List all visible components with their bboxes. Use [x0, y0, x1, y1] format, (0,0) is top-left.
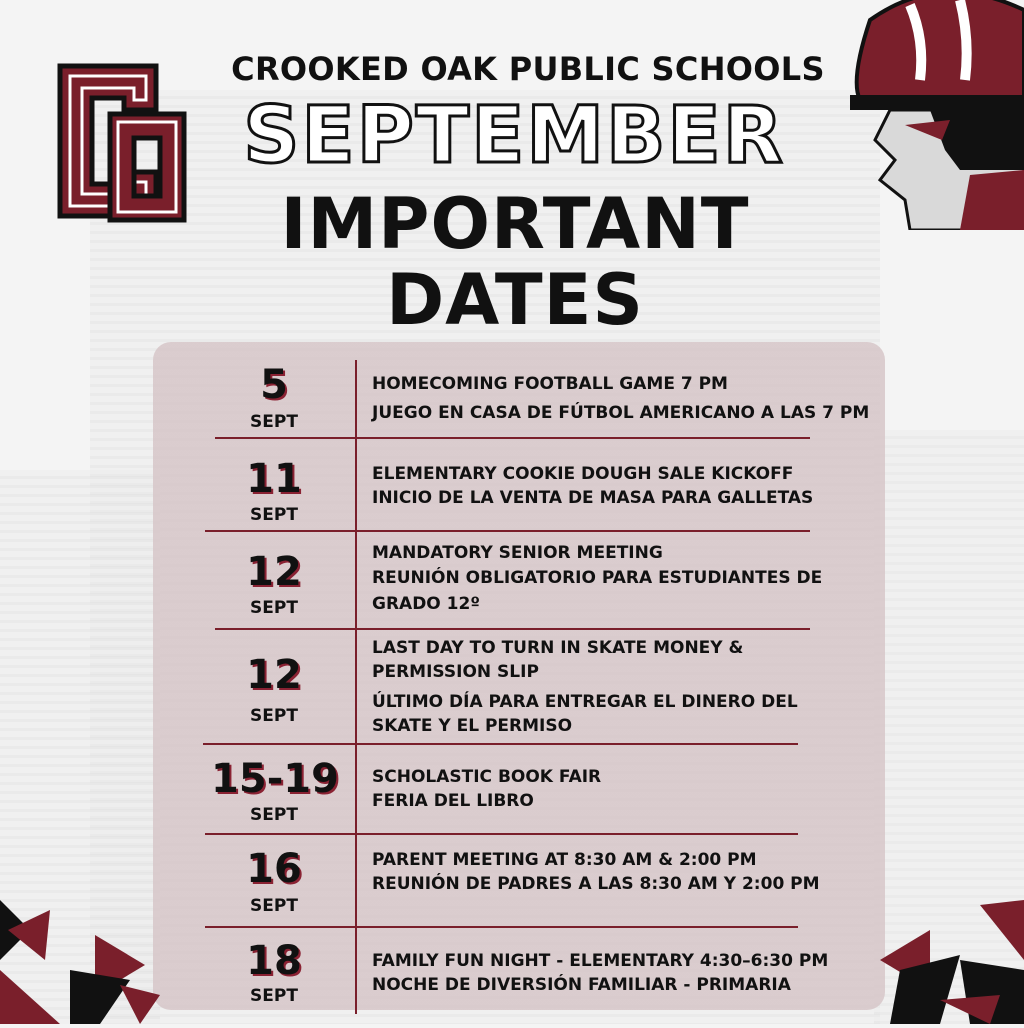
district-name: CROOKED OAK PUBLIC SCHOOLS	[231, 50, 825, 88]
event-day: 5	[260, 362, 288, 408]
event-month: SEPT	[250, 598, 298, 618]
event-description: PARENT MEETING AT 8:30 AM & 2:00 PM REUNIÓN DE PADRES A LAS 8:30 AM Y 2:00 PM	[372, 850, 820, 894]
event-month: SEPT	[250, 896, 298, 916]
row-separator	[215, 628, 810, 630]
event-month: SEPT	[250, 805, 298, 825]
event-description: ELEMENTARY COOKIE DOUGH SALE KICKOFF INICIO DE LA VENTA DE MASA PARA GALLETAS	[372, 464, 814, 508]
event-day: 16	[246, 846, 302, 892]
decorative-triangles-left	[0, 900, 160, 1028]
event-description: MANDATORY SENIOR MEETING REUNIÓN OBLIGATORIO PARA ESTUDIANTES DE GRADO 12º	[372, 543, 823, 614]
event-day: 15-19	[211, 756, 339, 802]
event-month: SEPT	[250, 706, 298, 726]
event-day: 11	[246, 456, 302, 502]
row-separator	[205, 530, 810, 532]
event-month: SEPT	[250, 505, 298, 525]
column-divider	[355, 360, 357, 1014]
event-month: SEPT	[250, 412, 298, 432]
title-line-1: IMPORTANT	[280, 183, 750, 265]
event-day: 12	[246, 549, 302, 595]
mascot-logo	[850, 0, 1024, 230]
row-separator	[205, 926, 798, 928]
event-description: SCHOLASTIC BOOK FAIR FERIA DEL LIBRO	[372, 767, 602, 811]
row-separator	[215, 437, 810, 439]
event-month: SEPT	[250, 986, 298, 1006]
event-day: 12	[246, 652, 302, 698]
month-title	[200, 90, 828, 180]
title-line-2: DATES	[386, 259, 644, 341]
row-separator	[203, 743, 798, 745]
row-separator	[205, 833, 798, 835]
event-description: HOMECOMING FOOTBALL GAME 7 PM JUEGO EN CASA DE FÚTBOL AMERICANO A LAS 7 PM	[372, 374, 870, 423]
event-description: FAMILY FUN NIGHT - ELEMENTARY 4:30–6:30 PM NOCHE DE DIVERSIÓN FAMILIAR - PRIMARIA	[372, 951, 829, 995]
event-description: LAST DAY TO TURN IN SKATE MONEY & PERMISSION SLIP ÚLTIMO DÍA PARA ENTREGAR EL DINERO DEL SKATE Y EL PERMISO	[372, 638, 798, 736]
decorative-triangles-right	[880, 900, 1024, 1028]
page-title	[230, 183, 800, 341]
svg-text:SEPTEMBER: SEPTEMBER	[243, 91, 785, 181]
event-day: 18	[246, 938, 302, 984]
school-logo	[52, 58, 190, 224]
